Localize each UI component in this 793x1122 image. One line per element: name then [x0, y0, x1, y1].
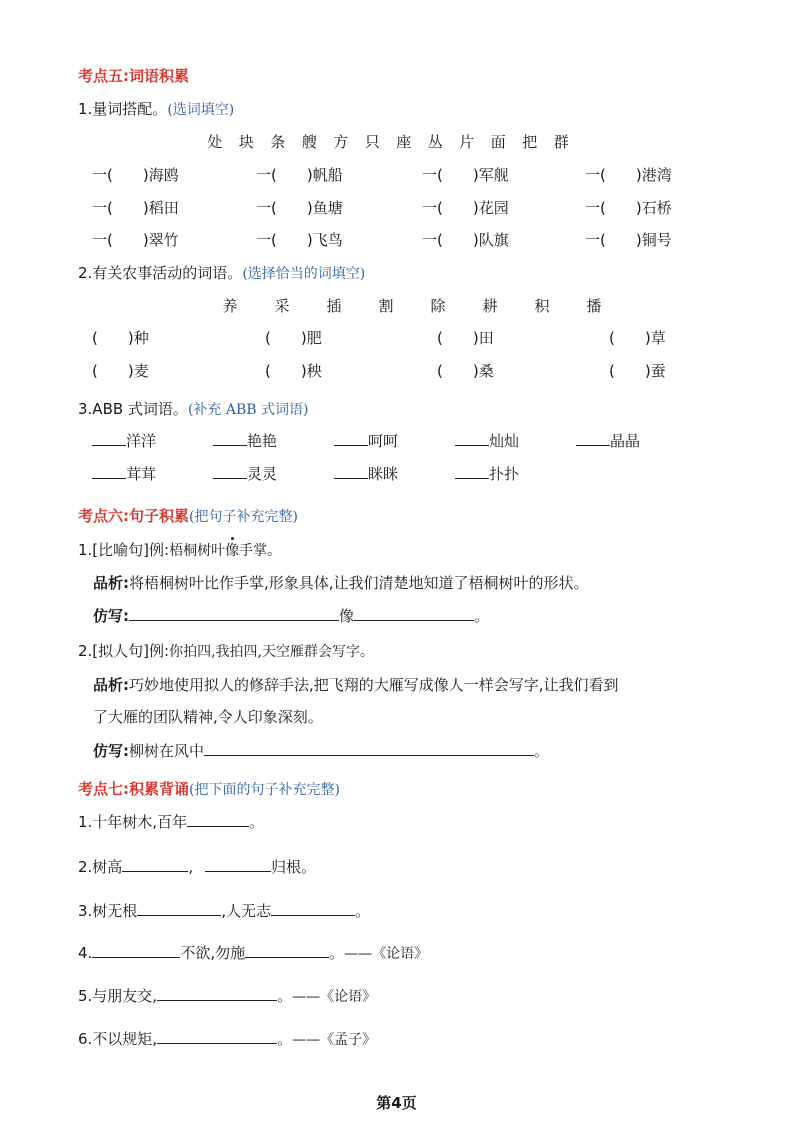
s2-example-text: 你拍四,我拍四,天空雁群会写字。: [169, 644, 374, 660]
q2-heading: [78, 262, 365, 283]
recite-6: [78, 1028, 376, 1049]
q3-blank[interactable]: [213, 431, 247, 446]
q2-item: ( )秧: [265, 362, 322, 380]
q3-word: 眯眯: [368, 465, 399, 483]
q1-item: 一( )港湾: [585, 166, 672, 184]
q1-word: 把: [522, 133, 538, 151]
q1-word: 面: [490, 133, 506, 151]
q2-item: ( )蚕: [609, 362, 666, 380]
q3-blank[interactable]: [334, 431, 368, 446]
q2-word: 割: [378, 297, 394, 315]
s1-example: [78, 539, 281, 560]
q3-blank[interactable]: [455, 464, 489, 479]
recite-5-blank[interactable]: [157, 986, 277, 1001]
q3-word: 灵灵: [247, 465, 278, 483]
q2-word: 播: [586, 297, 602, 315]
s1-analysis: [93, 572, 589, 593]
recite-3-text: 3.树无根: [78, 902, 138, 920]
s1-example-a: 梧桐树叶: [169, 543, 226, 559]
recite-5: [78, 985, 376, 1006]
q1-word: 座: [396, 133, 412, 151]
q1-item: 一( )鱼塘: [256, 199, 343, 217]
recite-3-blank-2[interactable]: [271, 901, 355, 916]
recite-5-end: 。: [277, 987, 293, 1005]
q1-item: 一( )翠竹: [92, 231, 179, 249]
recite-3-mid: ,人无志: [221, 902, 272, 920]
recite-2-text: 2.树高: [78, 858, 123, 876]
s1-write-end: 。: [474, 607, 490, 625]
q1-hint: (选词填空): [167, 102, 235, 118]
recite-4-blank-2[interactable]: [245, 943, 329, 958]
section-7-hint: (把下面的句子补充完整): [189, 782, 340, 798]
q1-word: 艘: [301, 133, 317, 151]
s1-label: 1.[比喻句]例:: [78, 541, 170, 559]
q3-blank[interactable]: [334, 464, 368, 479]
s2-analysis-line-1: [93, 674, 619, 695]
s2-blank[interactable]: [204, 741, 534, 756]
s1-write-mid: 像: [339, 607, 355, 625]
section-6-heading: [78, 505, 298, 526]
q3-blank[interactable]: [455, 431, 489, 446]
s2-label: 2.[拟人句]例:: [78, 642, 170, 660]
s1-example-b: 手掌。: [239, 543, 282, 559]
page-number: 第4页: [376, 1094, 417, 1112]
q3-word: 茸茸: [126, 465, 157, 483]
s2-analysis-line-2: 了大雁的团队精神,令人印象深刻。: [93, 708, 323, 726]
q1-heading: [78, 98, 234, 119]
q1-item: 一( )花园: [422, 199, 509, 217]
recite-1-text: 1.十年树木,百年: [78, 813, 188, 831]
q3-word: 洋洋: [126, 432, 157, 450]
q3-word: 晶晶: [610, 432, 641, 450]
q1-word: 片: [459, 133, 475, 151]
s2-example: [78, 640, 374, 661]
q3-word: 扑扑: [489, 465, 520, 483]
q3-item: [213, 430, 277, 451]
q2-word-bank: [204, 295, 620, 316]
q2-item: ( )草: [609, 329, 666, 347]
recite-3-end: 。: [355, 902, 371, 920]
recite-6-end: 。: [277, 1030, 293, 1048]
q1-word-bank: [200, 131, 576, 152]
q1-item: 一( )飞鸟: [256, 231, 343, 249]
s1-write-label: 仿写:: [93, 607, 129, 625]
q2-word: 采: [274, 297, 290, 315]
recite-5-source: ——《论语》: [292, 989, 377, 1005]
q2-hint: (选择恰当的词填空): [242, 266, 366, 282]
s2-analysis-text-1: 巧妙地使用拟人的修辞手法,把飞翔的大雁写成像人一样会写字,让我们看到: [129, 676, 619, 694]
s2-write-text: 柳树在风中: [129, 742, 205, 760]
s1-analysis-label: 品析:: [93, 574, 129, 592]
s2-write: [93, 740, 549, 761]
q2-item: ( )桑: [437, 362, 494, 380]
section-7-heading: [78, 778, 340, 799]
q3-item: [92, 463, 156, 484]
q1-item: 一( )石桥: [585, 199, 672, 217]
s1-example-dot: 像: [225, 543, 240, 559]
recite-5-text: 5.与朋友交,: [78, 987, 158, 1005]
recite-6-blank[interactable]: [157, 1029, 277, 1044]
q3-word: 灿灿: [489, 432, 520, 450]
q3-word: 呵呵: [368, 432, 399, 450]
q2-word: 插: [326, 297, 342, 315]
q1-word: 条: [270, 133, 286, 151]
recite-3: [78, 900, 370, 921]
s2-write-label: 仿写:: [93, 742, 129, 760]
recite-2-end: 归根。: [271, 858, 317, 876]
q1-item: 一( )帆船: [256, 166, 343, 184]
recite-2: [78, 856, 316, 877]
q1-word: 方: [333, 133, 349, 151]
recite-4-end: 。: [329, 944, 345, 962]
q1-word: 块: [238, 133, 254, 151]
q3-hint: (补充 ABB 式词语): [187, 402, 309, 418]
q2-word: 除: [430, 297, 446, 315]
q1-label: 1.量词搭配。: [78, 100, 168, 118]
q3-item: [92, 430, 156, 451]
recite-4-source: ——《论语》: [344, 946, 429, 962]
recite-6-text: 6.不以规矩,: [78, 1030, 158, 1048]
section-5-title: 考点五:词语积累: [78, 67, 189, 85]
q2-item: ( )麦: [92, 362, 149, 380]
s1-analysis-text: 将梧桐树叶比作手掌,形象具体,让我们清楚地知道了梧桐树叶的形状。: [129, 574, 589, 592]
recite-3-blank-1[interactable]: [137, 901, 221, 916]
q3-item: [334, 430, 398, 451]
q1-item: 一( )军舰: [422, 166, 509, 184]
q3-item: [455, 463, 519, 484]
q3-label: 3.ABB 式词语。: [78, 400, 188, 418]
recite-1-end: 。: [249, 813, 265, 831]
s1-blank-1[interactable]: [129, 606, 339, 621]
q1-item: 一( )稻田: [92, 199, 179, 217]
q3-word: 艳艳: [247, 432, 278, 450]
q1-word: 只: [364, 133, 380, 151]
q1-item: 一( )铜号: [585, 231, 672, 249]
q2-item: ( )肥: [265, 329, 322, 347]
recite-6-source: ——《孟子》: [292, 1032, 377, 1048]
recite-2-sep: ,: [188, 858, 194, 876]
s2-analysis-label: 品析:: [93, 676, 129, 694]
recite-2-blank-1[interactable]: [122, 857, 188, 872]
q1-word: 群: [553, 133, 569, 151]
q3-blank[interactable]: [92, 431, 126, 446]
q2-label: 2.有关农事活动的词语。: [78, 264, 243, 282]
s2-write-end: 。: [534, 742, 550, 760]
q2-word: 养: [222, 297, 238, 315]
q1-item: 一( )海鸥: [92, 166, 179, 184]
recite-1-blank[interactable]: [187, 812, 249, 827]
recite-4-num: 4.: [78, 944, 93, 962]
q3-blank[interactable]: [92, 464, 126, 479]
section-6-hint: (把句子补充完整): [189, 509, 298, 525]
q2-item: ( )种: [92, 329, 149, 347]
q2-item: ( )田: [437, 329, 494, 347]
q3-blank[interactable]: [213, 464, 247, 479]
q3-heading: [78, 398, 308, 419]
q1-item: 一( )队旗: [422, 231, 509, 249]
recite-2-blank-2[interactable]: [205, 857, 271, 872]
q3-blank[interactable]: [576, 431, 610, 446]
q2-word: 耕: [482, 297, 498, 315]
section-7-title: 考点七:积累背诵: [78, 780, 189, 798]
recite-4: [78, 942, 428, 963]
q3-item: [455, 430, 519, 451]
recite-1: [78, 811, 264, 832]
q3-item: [213, 463, 277, 484]
section-6-title: 考点六:句子积累: [78, 507, 189, 525]
q2-word: 积: [534, 297, 550, 315]
q3-item: [576, 430, 640, 451]
s1-blank-2[interactable]: [354, 606, 474, 621]
q1-word: 处: [207, 133, 223, 151]
q3-item: [334, 463, 398, 484]
recite-4-blank-1[interactable]: [92, 943, 180, 958]
q1-word: 丛: [427, 133, 443, 151]
recite-4-mid: 不欲,勿施: [180, 944, 246, 962]
s1-write: [93, 605, 489, 626]
